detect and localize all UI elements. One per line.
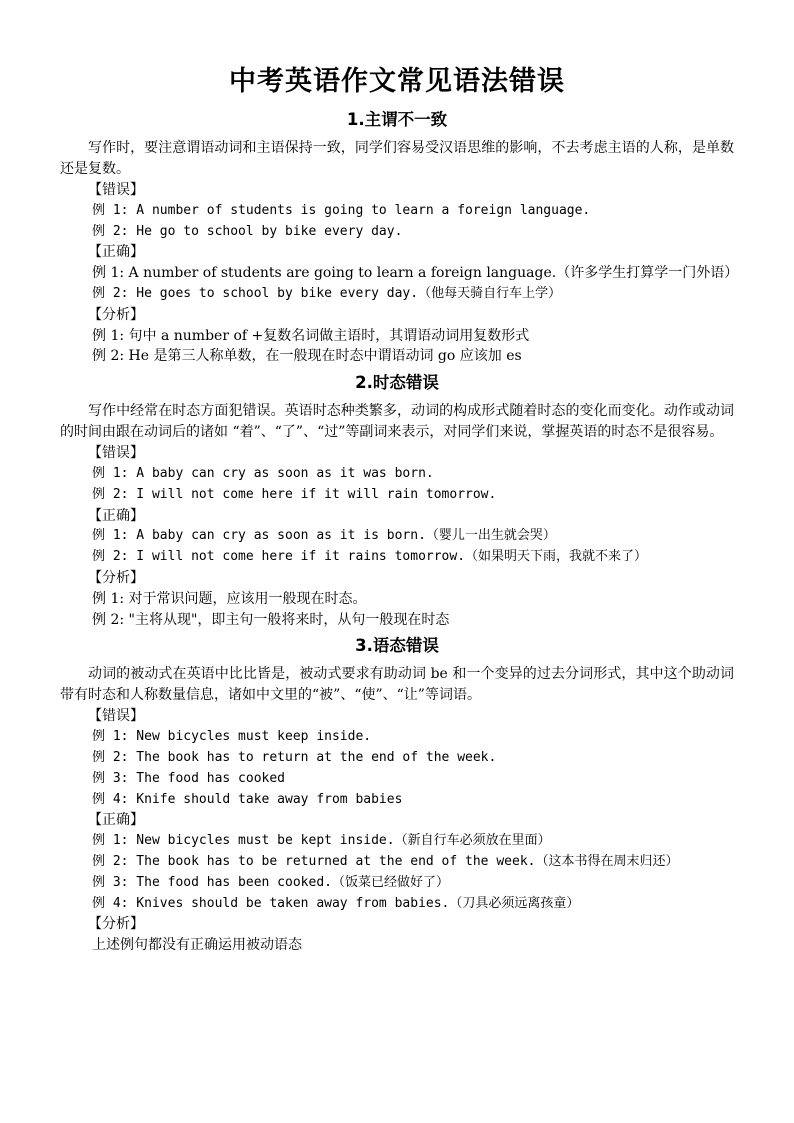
right-example: 例 3: The food has been cooked.（饭菜已经做好了） bbox=[92, 874, 449, 890]
wrong-example: 例 1: New bicycles must keep inside. bbox=[92, 729, 372, 745]
section-voice-errors bbox=[60, 634, 734, 956]
analysis-label: 【分析】 bbox=[88, 569, 144, 586]
section-heading: 2.时态错误 bbox=[355, 373, 439, 393]
right-example: 例 1: A number of students are going to learn a foreign language.（许多学生打算学一门外语） bbox=[92, 265, 739, 282]
analysis-item: 例 1: 句中 a number of +复数名词做主语时，其谓语动词用复数形式 bbox=[92, 327, 530, 344]
right-label: 【正确】 bbox=[88, 812, 144, 829]
wrong-example: 例 1: A baby can cry as soon as it was born. bbox=[92, 465, 434, 481]
section-subject-verb-agreement bbox=[60, 108, 739, 367]
right-example: 例 2: I will not come here if it rains tomorrow.（如果明天下雨，我就不来了） bbox=[92, 549, 648, 565]
right-label: 【正确】 bbox=[88, 244, 144, 261]
wrong-example: 例 2: He go to school by bike every day. bbox=[92, 223, 403, 239]
right-example: 例 2: The book has to be returned at the end of the week.（这本书得在周末归还） bbox=[92, 853, 679, 869]
section-heading: 3.语态错误 bbox=[355, 636, 439, 656]
analysis-label: 【分析】 bbox=[88, 916, 144, 933]
section-intro: 写作时，要注意谓语动词和主语保持一致，同学们容易受汉语思维的影响，不去考虑主语的人称，是单数还是复数。 bbox=[60, 140, 734, 177]
section-tense-errors bbox=[60, 371, 734, 630]
section-intro: 写作中经常在时态方面犯错误。英语时态种类繁多，动词的构成形式随着时态的变化而变化。动作或动词的时间由跟在动词后的诸如 “着”、“了”、“过”等副词来表示，对同学们来说，掌握英语的时态不是很容易。 bbox=[60, 403, 734, 441]
right-example: 例 1: New bicycles must be kept inside.（新自行车必须放在里面） bbox=[92, 833, 551, 849]
right-example: 例 1: A baby can cry as soon as it is born.（婴儿一出生就会哭） bbox=[92, 528, 556, 544]
wrong-example: 例 4: Knife should take away from babies bbox=[92, 791, 403, 807]
analysis-label: 【分析】 bbox=[88, 306, 144, 323]
right-example: 例 2: He goes to school by bike every day.（他每天骑自行车上学） bbox=[92, 285, 562, 301]
section-heading: 1.主谓不一致 bbox=[346, 110, 448, 129]
right-label: 【正确】 bbox=[88, 507, 144, 524]
right-example: 例 4: Knives should be taken away from babies.（刀具必须远离孩童） bbox=[92, 895, 580, 911]
analysis-item: 例 2: He 是第三人称单数，在一般现在时态中谓语动词 go 应该加 es bbox=[92, 348, 522, 365]
wrong-example: 例 1: A number of students is going to learn a foreign language. bbox=[92, 202, 591, 218]
wrong-example: 例 2: I will not come here if it will rain tomorrow. bbox=[92, 486, 497, 502]
document-title: 中考英语作文常见语法错误 bbox=[229, 66, 565, 97]
analysis-item: 例 2: "主将从现"，即主句一般将来时，从句一般现在时态 bbox=[92, 611, 450, 628]
analysis-item: 例 1: 对于常识问题，应该用一般现在时态。 bbox=[92, 590, 367, 607]
wrong-label: 【错误】 bbox=[88, 182, 144, 198]
wrong-label: 【错误】 bbox=[88, 708, 144, 725]
wrong-example: 例 2: The book has to return at the end of the week. bbox=[92, 749, 497, 765]
wrong-example: 例 3: The food has cooked bbox=[92, 770, 286, 786]
analysis-item: 上述例句都没有正确运用被动语态 bbox=[92, 937, 302, 954]
wrong-label: 【错误】 bbox=[88, 445, 144, 462]
section-intro: 动词的被动式在英语中比比皆是，被动式要求有助动词 be 和一个变异的过去分词形式，其中这个助动词带有时态和人称数量信息，诸如中文里的“被”、“使”、“让”等词语。 bbox=[60, 666, 734, 704]
